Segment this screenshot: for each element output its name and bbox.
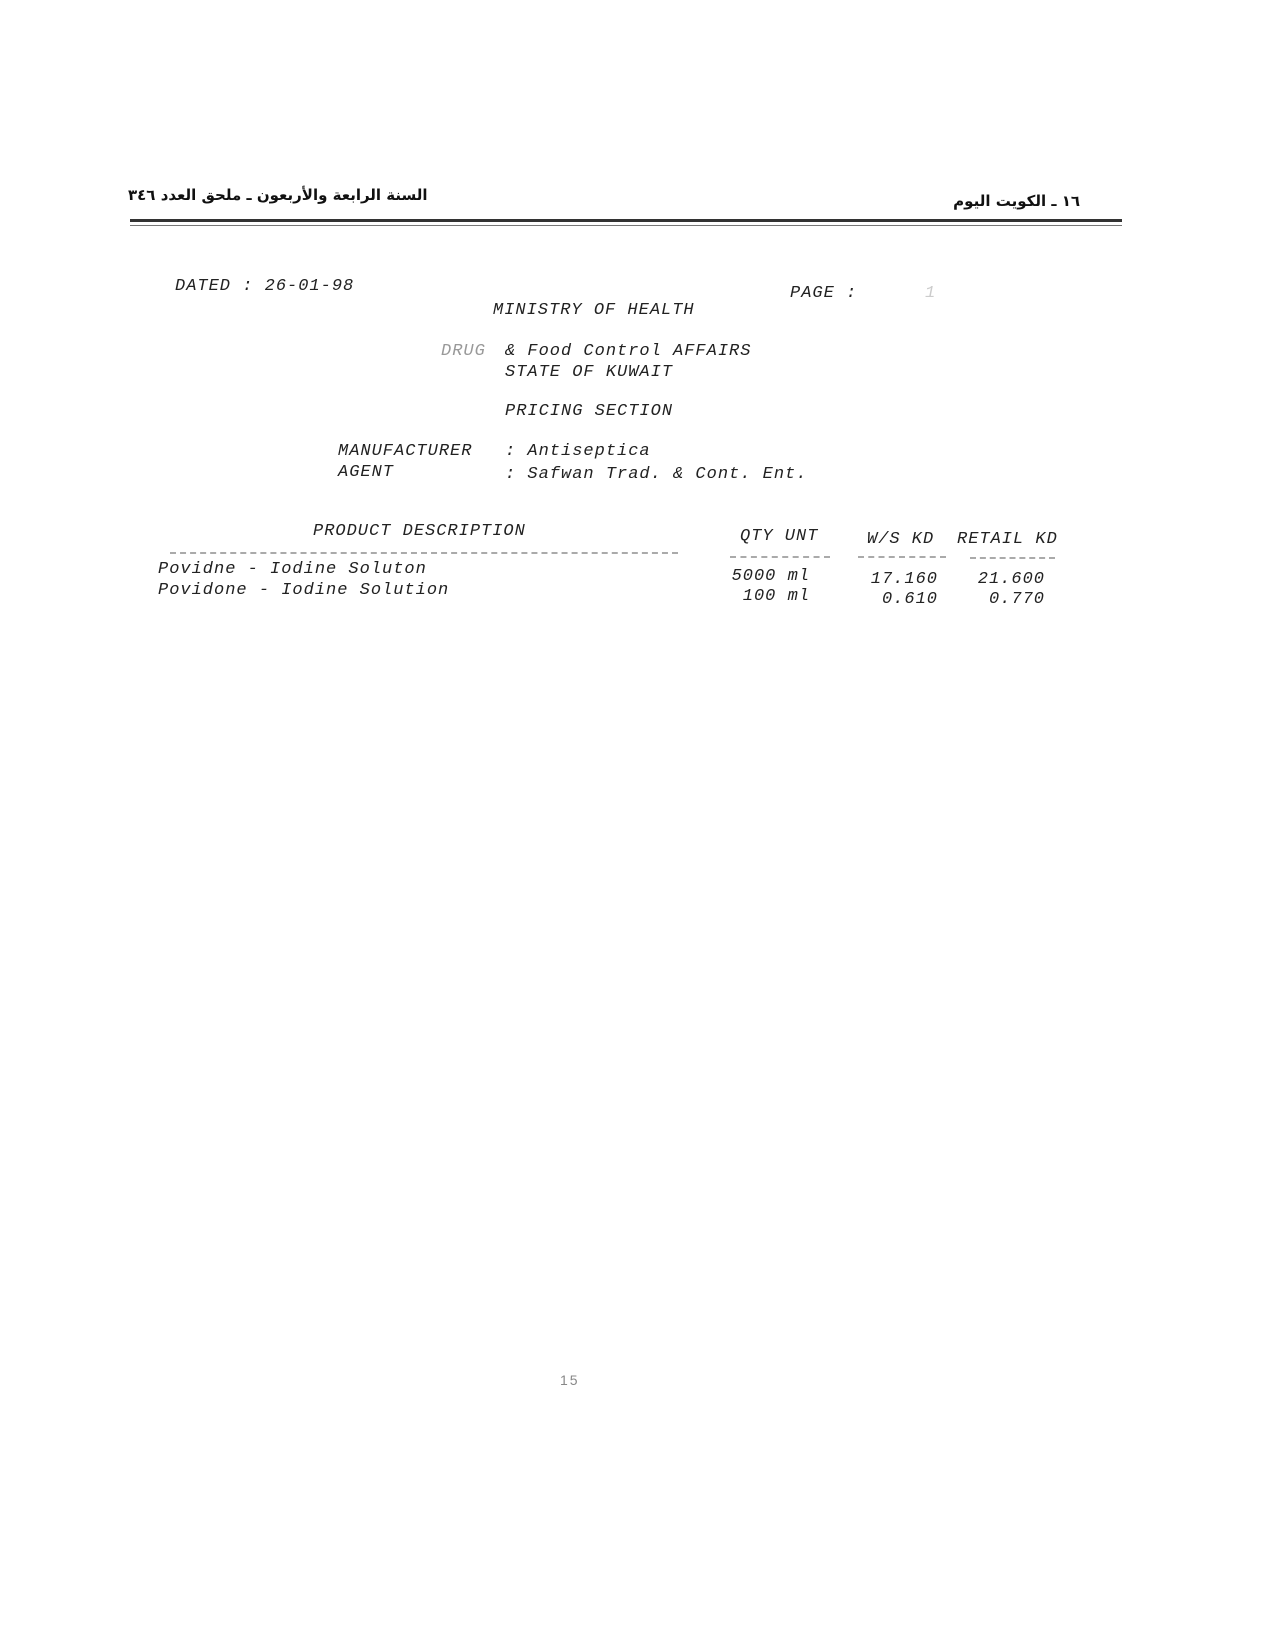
department-prefix: DRUG	[441, 342, 486, 361]
header-product-description: PRODUCT DESCRIPTION	[313, 522, 526, 541]
page-label: PAGE :	[790, 284, 858, 303]
header-retail-kd: RETAIL KD	[957, 530, 1058, 549]
dated-line: DATED : 26-01-98	[175, 277, 355, 296]
row-1-product: Povidne - Iodine Soluton	[158, 560, 427, 579]
header-rule-thick	[130, 219, 1122, 222]
agent-label: AGENT	[338, 463, 395, 482]
agent-value: : Safwan Trad. & Cont. Ent.	[505, 465, 808, 484]
row-1-ws: 17.160	[870, 570, 938, 589]
gazette-header-left: السنة الرابعة والأربعون ـ ملحق العدد ٣٤٦	[128, 186, 428, 204]
ministry-title: MINISTRY OF HEALTH	[493, 301, 695, 320]
row-1-retail: 21.600	[977, 570, 1045, 589]
header-rule-thin	[130, 225, 1122, 226]
manufacturer-value: : Antiseptica	[505, 442, 651, 461]
separator-qty	[730, 556, 830, 558]
header-wholesale-kd: W/S KD	[867, 530, 935, 549]
separator-ws	[858, 556, 946, 558]
section-title: PRICING SECTION	[505, 402, 674, 421]
separator-product	[170, 552, 678, 554]
state-name: STATE OF KUWAIT	[505, 363, 674, 382]
department-name: & Food Control AFFAIRS	[505, 342, 752, 361]
row-1-qty: 5000 ml	[731, 567, 810, 586]
page-number: 1	[925, 284, 937, 303]
separator-retail	[970, 557, 1055, 559]
row-2-retail: 0.770	[988, 590, 1045, 609]
manufacturer-label: MANUFACTURER	[338, 442, 473, 461]
gazette-header-right: ١٦ ـ الكويت اليوم	[953, 192, 1080, 210]
footer-page-number: 15	[560, 1372, 580, 1388]
row-2-ws: 0.610	[881, 590, 938, 609]
row-2-qty: 100 ml	[742, 587, 810, 606]
header-qty-unit: QTY UNT	[740, 527, 819, 546]
row-2-product: Povidone - Iodine Solution	[158, 581, 450, 600]
